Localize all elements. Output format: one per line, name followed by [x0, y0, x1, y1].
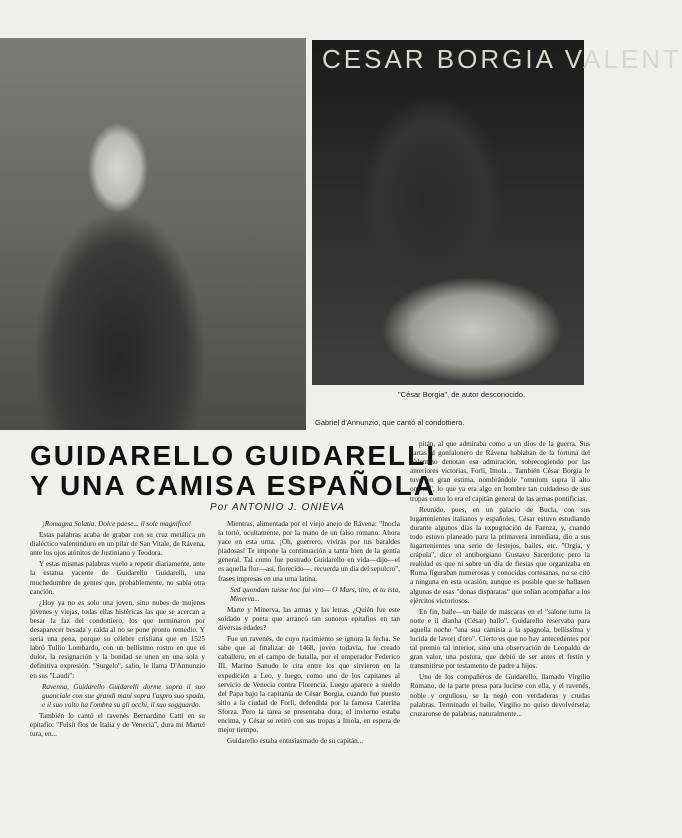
caption-borgia: "César Borgia", de autor desconocido. [398, 390, 526, 399]
paragraph: También lo cantó el ravenés Bernardino Catti en su epitafio: "Fulsit flos de Italia y de Venecia", dura mi Martel tura, en... [30, 711, 205, 739]
photo-banner-text: CESAR BORGIA VALENT [322, 44, 682, 74]
caption-dannunzio: Gabriel d'Annunzio, que cantó al condottiero. [315, 418, 465, 427]
paragraph: ¡Romagna Solatia. Dolce paese... il sole magnifico! [42, 520, 191, 528]
headline-line-2: Y UNA CAMISA ESPAÑOLA [30, 470, 437, 501]
article-column-1 [30, 520, 205, 835]
paragraph: Ravenna, Guidarello Guidarelli dorme sopra il suo guanciale con sue grandi mani sopra l'aspro suo spada, e il suo volto ha l'ombra su gli occhi, il suo sogguardo. [42, 682, 205, 709]
paragraph: pitán, al que admiraba como a un dios de la guerra. Sus cartas al gonfalonero de Rávena hablaban de la fortuna del Valentino denotan esa admiración, sobrecogiendo por las anteriores victorias, Forlí, Imola... También César Borgia le tuvo en gran estima, nombrándole "omnium supra il alto omenti", lo que ya era algo en hombre tan cuidadoso de sus tropas como lo era el capitán general de las armas pontificias. [410, 440, 590, 503]
paragraph: Mientras, alimentada por el viejo anejo de Rávena: "Inocla la tortó, ocultamente, por la mano de un falso romano. Ahora yace en esta urna. ¡Oh, guerrero, vivirás por tus baraldes piadosas! Te impone la continuación a tanta bien de la gentía general. Tal como fue postrado Guidarello en vida—dijo—el es aquella flor—así, florecido—. recuerda un día del sepulcro", frases impresas en una urna latina. [218, 520, 400, 583]
headline-line-1: GUIDARELLO GUIDARELLI [30, 440, 436, 471]
article-column-3 [410, 440, 590, 835]
paragraph: En fin, baile—un baile de máscaras en el "salone tutto la notte e il dianha (César) ballo". Guidarello reservaba para aquella noche "una sua camisia a la spagnola, bellissima y lucida de lavori d'oro". Cierto es que no hay antecedentes por tal premio tal interior, sino una observación de Leopaldo de gran valor, una postura, que debió de ser antes el festín y transmitirse por testamento de padre a hijos. [410, 607, 590, 671]
paragraph: Fue un ravenés, de cuyo nacimiento se ignora la fecha. Se sabe que al finalizar de 1468, joven todavía, fue creado caballero, en el campo de batalla, por el emperador Federico III. Marino Sanudo le cita entre los que sirvieron en la expedición a Leo, y luego, como uno de los capitanes al servicio de Venecia contra Florencia. Luego aparece a sueldo del Papa bajo la capitanía de César Borgia, cuando fue puesto sitio a la ciudad de Forlí, defendida por la famosa Caterina Sforza. Pero la tarea se presentaba dura; el invierno estaba encima, y César se retiró con sus tropas a Imola, en espera de mejor tiempo. [218, 635, 400, 735]
paragraph: Reunido, pues, en un palacio de Bucla, con sus lugartenientes italianos y españoles, César estuvo estudiando durante algunos días la expugnación de Faenza, y, cuando todo estuvo planeado para la primavera inmediata, dio a sus lugartenientes una serie de festejos, bailes, etc. "Orgía, y crápula", dice el antiborgiano Gustavo Sacerdote; pero la realidad es que ni sobre un día de fiestas que organizaba en Roma figuraban numerosas y conocidas cortesanas, no se citó a ninguna en esta ocasión, aunque es posible que se hallasen algunas de esas "donas disparatas" que solían acompañar a los ejércitos victoriosos. [410, 505, 590, 605]
paragraph: Estas palabras acaba de grabar con su cruz metálica un dialéctico valentinduro en un pilar de San Vitale, de Rávena, ante los ojos atónitos de Justiniano y Teodora. [30, 531, 205, 558]
portrait-photo-guidarelli [0, 38, 306, 430]
paragraph: Uno de los compañeros de Guidarello, llamado Virgilio Romano, de la parte presa para lucirse con ella, y el ravenés, noble y orgulloso, se la negó con verdaderas y crudas palabras. Terminado el baile, Virgilio no quiso devolvérsela; cruzaronse de palabras, naturalmente... [410, 673, 590, 718]
portrait-photo-borgia [312, 40, 682, 385]
paragraph: Y estas mismas palabras vuelo a repetir diariamente, ante la estatua yacente de Guidarello Guidarelli, una muchedumbre de gentes que, probablemente, no sabía otra canción. [30, 560, 205, 596]
article-column-2 [218, 520, 400, 835]
paragraph: ¿Hoy ya no es solo una joven, sino nubes de mujeres jóvenes y viejas, todas ellas histéricas las que se acercan a besar la faz del condottiero, los que terminaron por desaparecer besada y raída al no se pone pronto remedio. Y sería una pena, porque su célebre cristiana que en 1525 labró Tullio Lombardo, con un bellísimo rostro en que el dolor, la resignación y la bondad se unen en una sola y definitiva expresión. "Surgelo", salio, le llama D'Annunzio en sus "Laudi": [30, 598, 205, 680]
paragraph: Sed quondam tuisse hoc fui viro— O Mars, tiro, et tu ista, Minerva... [230, 585, 400, 603]
paragraph: Marte y Minerva, las armas y las letras. ¿Quién fue este soldado y poeta que arrancó tan sonoros epitafios en tan diversas edades? [218, 605, 400, 633]
paragraph: Guidarello estaba entusiasmado de su capitán... [227, 737, 364, 746]
byline: Por ANTONIO J. ONIEVA [210, 502, 345, 513]
